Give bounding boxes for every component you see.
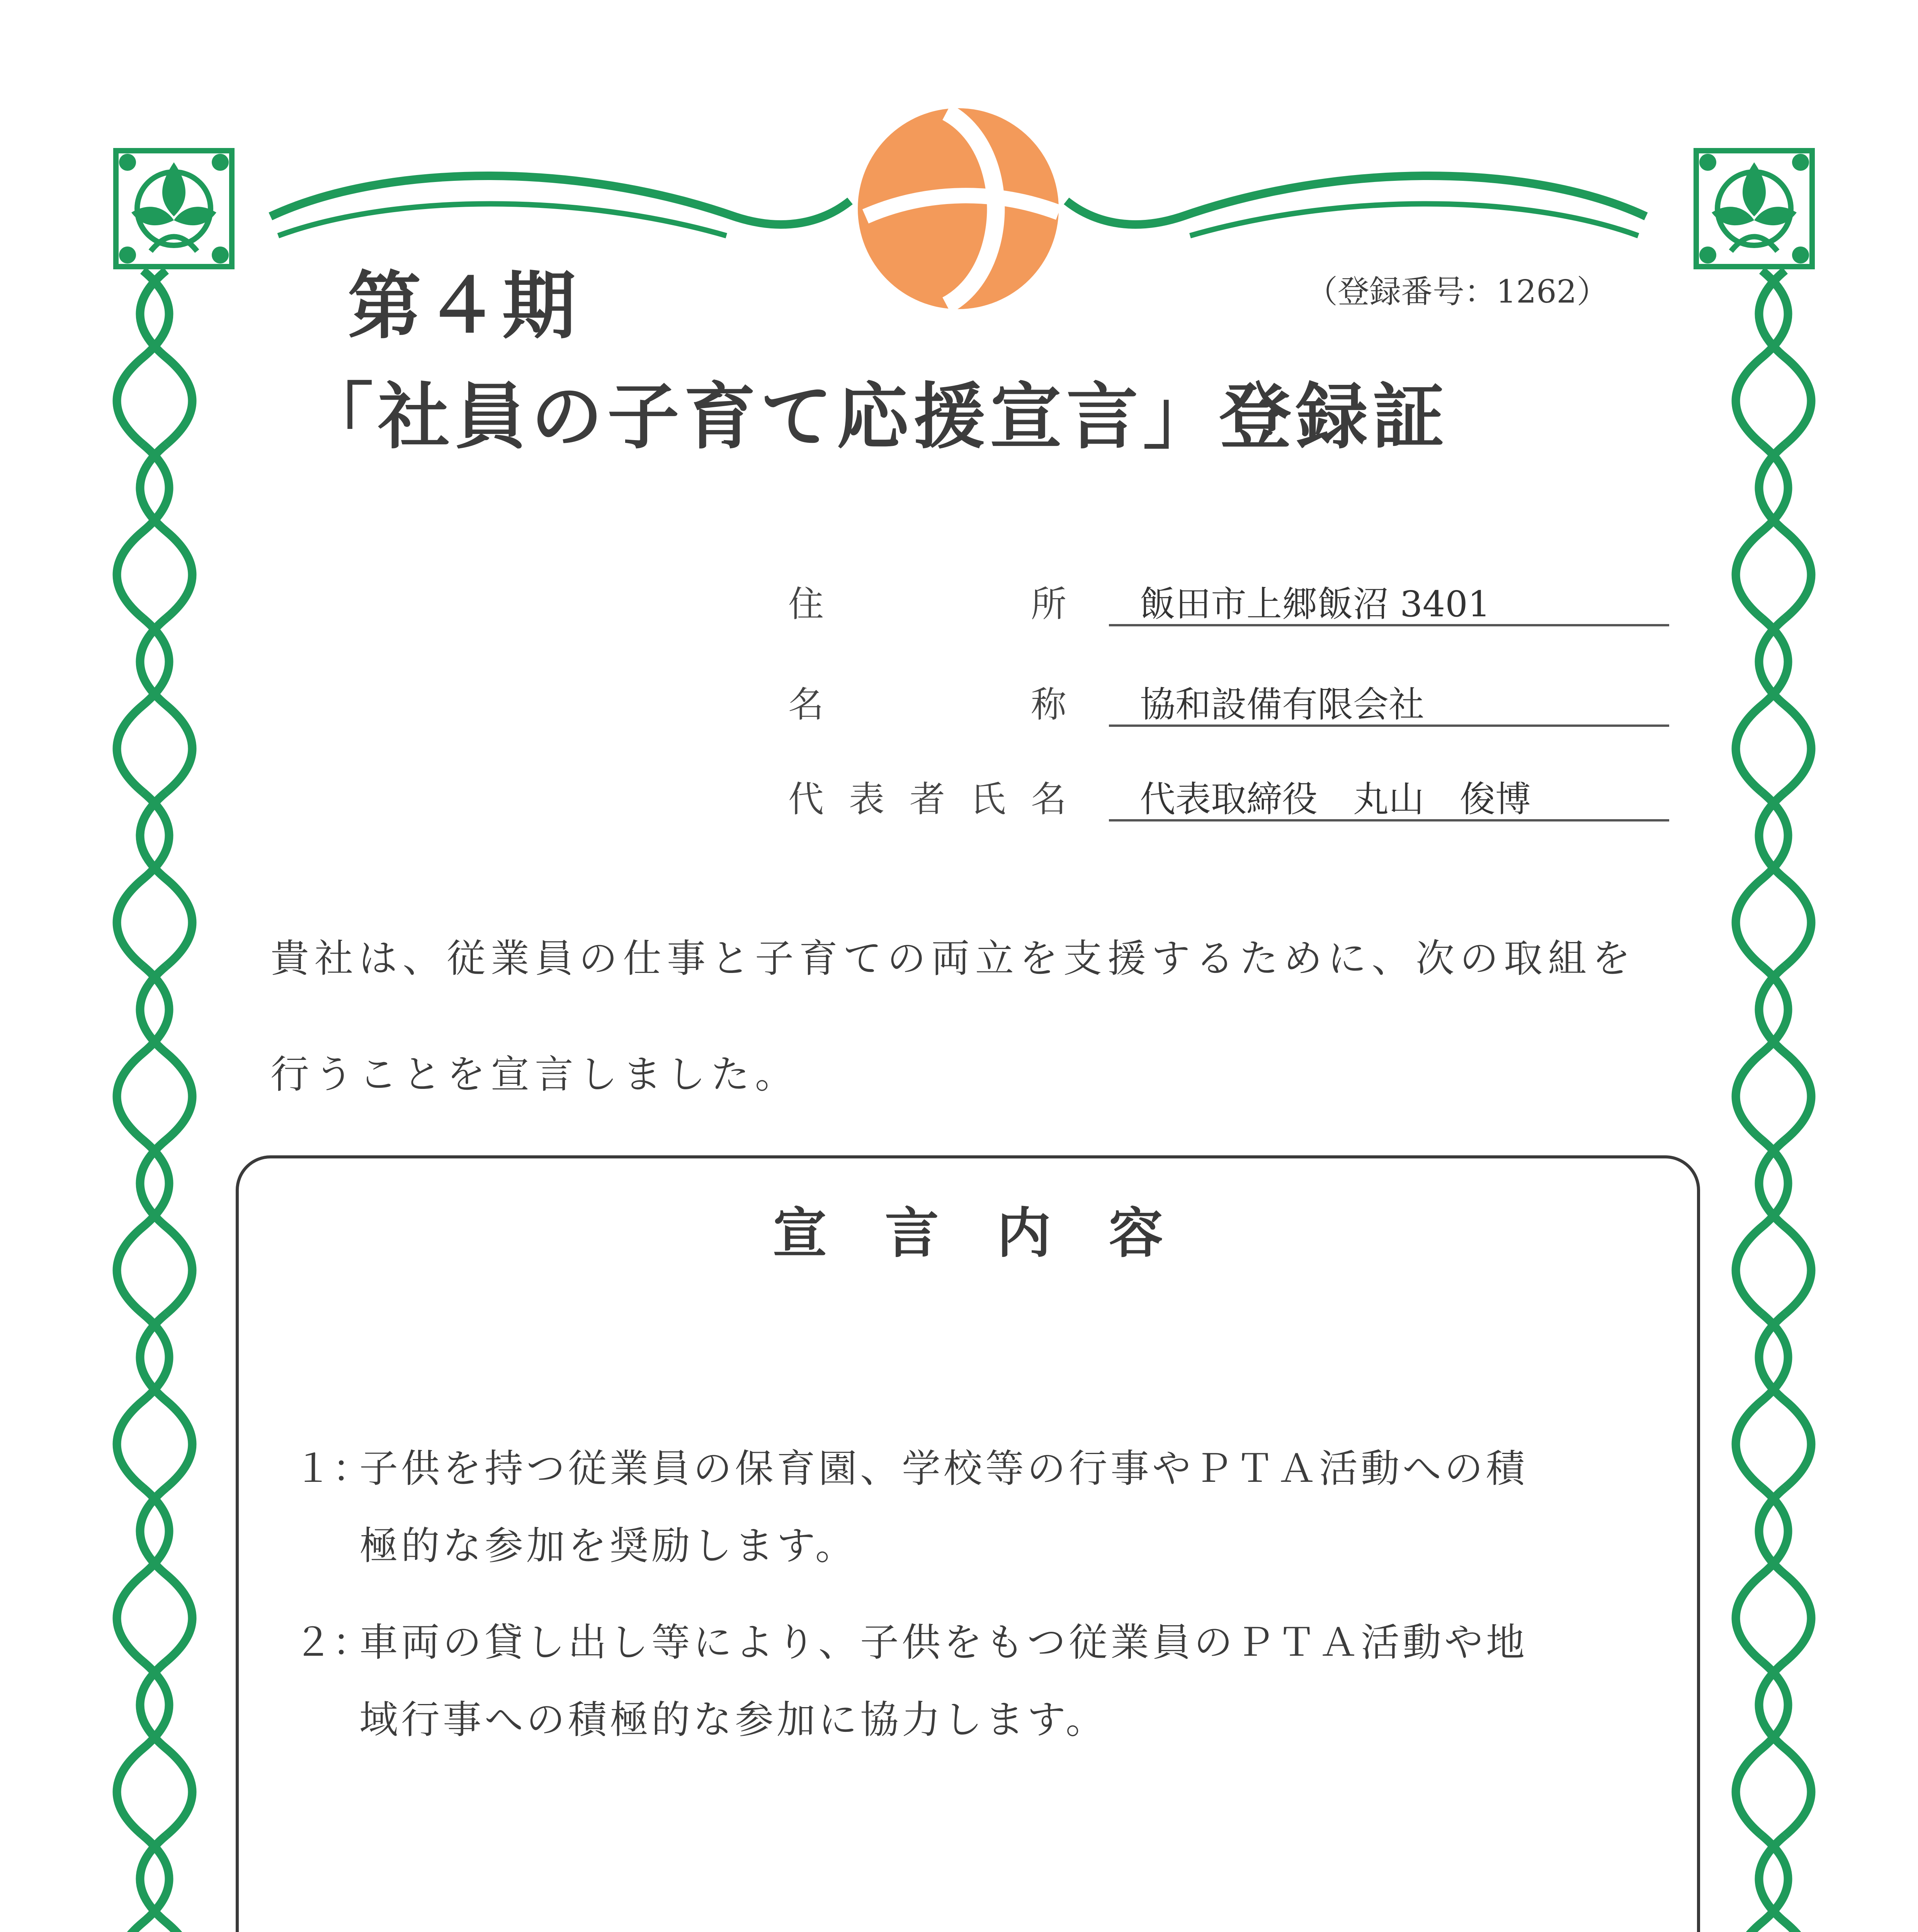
intro-line-1: 貴社は、従業員の仕事と子育ての両立を支援するために、次の取組を: [270, 936, 1636, 981]
declaration-item-1-line-1: 子供を持つ従業員の保育園、学校等の行事やＰＴＡ活動への積: [359, 1446, 1528, 1491]
representative-label: 代 表 者 氏 名: [788, 779, 1066, 820]
intro-line-2: 行うことを宣言しました。: [270, 1052, 799, 1097]
name-underline: [1109, 724, 1669, 727]
registration-number: （登録番号：1262）: [1306, 274, 1609, 310]
representative-value: 代表取締役 丸山 俊博: [1140, 779, 1531, 820]
name-label: 名 称: [788, 684, 1066, 725]
orange-circle-logo-icon: [850, 100, 1066, 317]
declaration-item-2-line-1: 車両の貸し出し等により、子供をもつ従業員のＰＴＡ活動や地: [359, 1620, 1528, 1665]
address-label: 住 所: [788, 583, 1066, 625]
company-name-value: 協和設備有限会社: [1140, 684, 1425, 725]
address-underline: [1109, 624, 1669, 626]
declaration-item-1-line-2: 極的な参加を奨励します。: [359, 1523, 857, 1568]
certificate-title: 「社員の子育て応援宣言」登録証: [301, 374, 1449, 459]
declaration-item-2-number: ２：: [294, 1620, 371, 1665]
declaration-heading: 宣言内容: [772, 1202, 1221, 1265]
declaration-item-1-number: １：: [294, 1446, 371, 1491]
declaration-item-2-line-2: 域行事への積極的な参加に協力します。: [359, 1697, 1107, 1742]
period-title: 第４期: [348, 263, 580, 349]
representative-underline: [1109, 819, 1669, 821]
address-value: 飯田市上郷飯沼 3401: [1140, 583, 1491, 625]
